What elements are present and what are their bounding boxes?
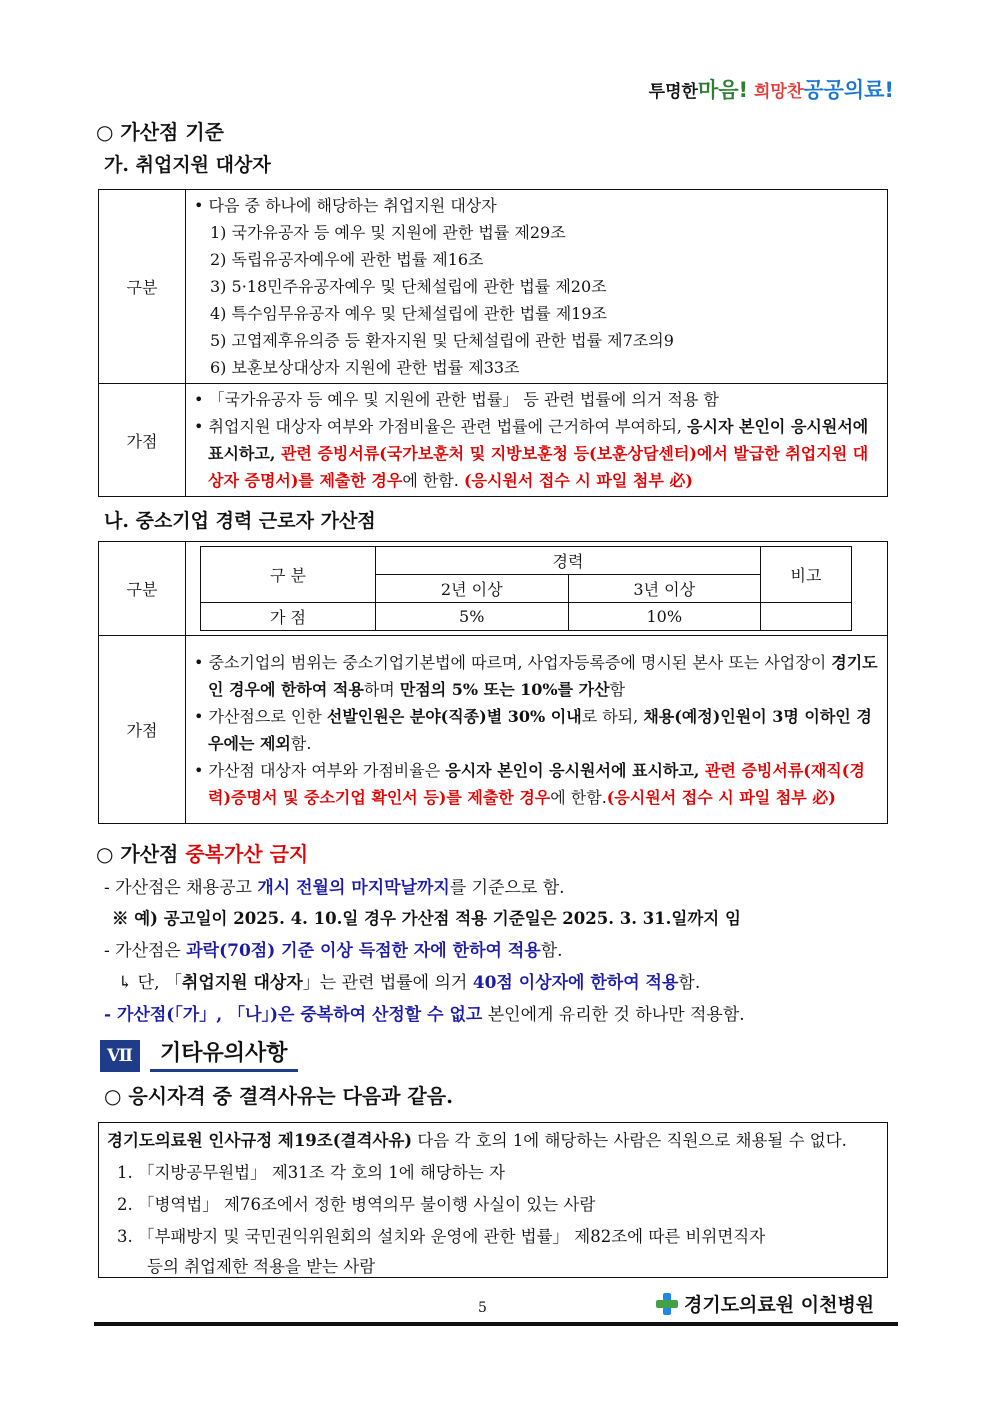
inner-row-label: 가 점 xyxy=(201,603,376,631)
text-blue: 개시 전월의 마지막날까지 xyxy=(257,878,450,898)
slogan-part2: 마음! xyxy=(697,78,749,102)
inner-val-3yr: 10% xyxy=(568,603,761,631)
text: 로 하되, xyxy=(581,706,644,726)
list-item: 3) 5·18민주유공자예우 및 단체설립에 관한 법률 제20조 xyxy=(210,277,607,296)
text: ↳ 단, 「 xyxy=(118,973,182,993)
box-item-3b: 등의 취업제한 적용을 받는 사람 xyxy=(147,1257,376,1276)
text: 함. xyxy=(290,733,312,753)
text-bold: 경기도인 경우에 한하여 적용 xyxy=(208,652,878,699)
inner-sub-3yr: 3년 이상 xyxy=(568,575,761,603)
text: 본인에게 유리한 것 하나만 적용함. xyxy=(482,1005,745,1025)
list-item: 1) 국가유공자 등 예우 및 지원에 관한 법률 제29조 xyxy=(210,223,566,242)
table-b-header-2: 가점 xyxy=(99,636,186,824)
text: - 가산점은 xyxy=(104,941,187,961)
bonus-bullet-2 xyxy=(194,413,879,494)
table-b xyxy=(98,541,888,824)
text-bold: 취업지원 대상자 xyxy=(181,973,303,993)
text-red: 중복가산 금지 xyxy=(185,842,309,866)
header-slogan xyxy=(649,74,894,104)
b-bullet-1 xyxy=(194,649,879,703)
box-item-3a: 3. 「부패방지 및 국민권익위원회의 설치와 운영에 관한 법률」 제82조에 따른 비위면직자 xyxy=(117,1227,766,1246)
text-blue: 40점 이상자에 한하여 적용 xyxy=(472,973,679,993)
disqualification-box xyxy=(98,1122,888,1278)
text: • 중소기업의 범위는 중소기업기본법에 따르며, 사업자등록증에 명시된 본사 또는 사업장이 xyxy=(194,652,832,672)
text: 를 기준으로 함. xyxy=(449,878,565,898)
table-a-bonus-desc xyxy=(186,384,888,497)
text-red-note: (응시원서 접수 시 파일 첨부 必) xyxy=(463,471,693,490)
inner-note-empty xyxy=(761,603,852,631)
inner-table xyxy=(200,546,852,631)
inner-sub-2yr: 2년 이상 xyxy=(376,575,569,603)
table-b-bonus-desc xyxy=(186,636,888,824)
text: ○ 가산점 xyxy=(96,842,186,866)
inner-header-note: 비고 xyxy=(761,547,852,603)
inner-val-2yr: 5% xyxy=(376,603,569,631)
dup-line-3 xyxy=(104,936,563,961)
hospital-logo xyxy=(656,1290,874,1317)
text: 함. xyxy=(540,941,563,961)
bonus-section-title: ○ 가산점 기준 xyxy=(96,120,224,144)
slogan-part3: 희망찬 xyxy=(748,82,804,102)
box-item-2: 2. 「병역법」 제76조에서 정한 병역의무 불이행 사실이 있는 사람 xyxy=(117,1195,596,1214)
bonus-b-title: 나. 중소기업 경력 근로자 가산점 xyxy=(104,510,376,532)
list-item: 5) 고엽제후유의증 등 환자지원 및 단체설립에 관한 법률 제7조의9 xyxy=(210,331,674,350)
dup-line-1 xyxy=(104,873,565,898)
b-bullet-3 xyxy=(194,757,879,811)
box-item-1: 1. 「지방공무원법」 제31조 각 호의 1에 해당하는 자 xyxy=(117,1163,505,1182)
medical-cross-icon xyxy=(656,1293,678,1315)
text-blue: - 가산점(「가」, 「나」)은 중복하여 산정할 수 없고 xyxy=(104,1005,483,1025)
table-a-header-1: 구분 xyxy=(99,190,186,384)
text: 함 xyxy=(609,679,626,699)
list-item: 4) 특수임무유공자 예우 및 단체설립에 관한 법률 제19조 xyxy=(210,304,607,323)
text-bold: 만점의 5% 또는 10%를 가산 xyxy=(399,679,610,699)
text: 함. xyxy=(678,973,701,993)
slogan-part4: 공공의료! xyxy=(803,78,894,102)
text-blue: 과락(70점) 기준 이상 득점한 자에 한하여 적용 xyxy=(186,941,541,961)
text: 다음 각 호의 1에 해당하는 사람은 직원으로 채용될 수 없다. xyxy=(412,1131,847,1150)
text: - 가산점은 채용공고 xyxy=(104,878,258,898)
text: • 가산점으로 인한 xyxy=(194,706,327,726)
footer-divider xyxy=(94,1322,898,1326)
dup-line-5 xyxy=(104,1000,745,1025)
dup-line-2: ※ 예) 공고일이 2025. 4. 10.일 경우 가산점 적용 기준일은 2025. 3. 31.일까지 임 xyxy=(112,909,741,928)
text-red: 관련 증빙서류(국가보훈처 및 지방보훈청 등(보훈상담센터)에서 발급한 취업지원 대상자 증명서)를 제출한 경우 xyxy=(208,444,869,490)
table-a-intro: • 다음 중 하나에 해당하는 취업지원 대상자 xyxy=(194,196,497,215)
text: 하며 xyxy=(363,679,400,699)
table-a-list xyxy=(186,190,888,384)
text: • 가산점 대상자 여부와 가점비율은 xyxy=(194,760,446,780)
text: 에 한함. xyxy=(550,787,607,807)
logo-text: 경기도의료원 이천병원 xyxy=(684,1294,875,1316)
text-red: 관련 증빙서류(재직(경력)증명서 및 중소기업 확인서 등)를 제출한 경우 xyxy=(208,760,865,807)
slogan-part1: 투명한 xyxy=(648,82,698,102)
table-a-header-2: 가점 xyxy=(99,384,186,497)
inner-header-group: 구 분 xyxy=(201,547,376,603)
list-item: 6) 보훈보상대상자 지원에 관한 법률 제33조 xyxy=(210,358,520,377)
b-bullet-2 xyxy=(194,703,879,757)
text: • 취업지원 대상자 여부와 가점비율은 관련 법률에 근거하여 부여하되, xyxy=(194,417,688,436)
section-7-title: 기타유의사항 xyxy=(150,1036,298,1072)
section-number-badge: Ⅶ xyxy=(100,1040,140,1072)
section-7-subtitle: ○ 응시자격 중 결격사유는 다음과 같음. xyxy=(104,1084,454,1108)
text-bold: 응시자 본인이 응시원서에 표시하고, xyxy=(208,417,869,463)
text-red-note: (응시원서 접수 시 파일 첨부 必) xyxy=(606,787,836,807)
page-number: 5 xyxy=(478,1300,487,1316)
text-bold: 경기도의료원 인사규정 제19조(결격사유) xyxy=(107,1131,413,1150)
table-b-header-1: 구분 xyxy=(99,542,186,636)
table-b-inner-cell xyxy=(186,542,888,636)
text-bold: 응시자 본인이 응시원서에 표시하고, xyxy=(445,760,705,780)
box-heading xyxy=(107,1127,847,1151)
text-bold: 채용(예정)인원이 3명 이하인 경우에는 제외 xyxy=(208,706,872,753)
text: 에 한함. xyxy=(402,471,464,490)
text-bold: 선발인원은 분야(직종)별 30% 이내 xyxy=(326,706,582,726)
bonus-a-title: 가. 취업지원 대상자 xyxy=(104,154,271,176)
dup-line-4 xyxy=(118,968,700,993)
inner-header-career: 경력 xyxy=(376,547,761,575)
dup-section-title xyxy=(96,838,308,867)
text: 」는 관련 법률에 의거 xyxy=(302,973,473,993)
table-a xyxy=(98,189,888,497)
bonus-bullet-1: • 「국가유공자 등 예우 및 지원에 관한 법률」 등 관련 법률에 의거 적용 함 xyxy=(194,390,719,409)
list-item: 2) 독립유공자예우에 관한 법률 제16조 xyxy=(210,250,484,269)
